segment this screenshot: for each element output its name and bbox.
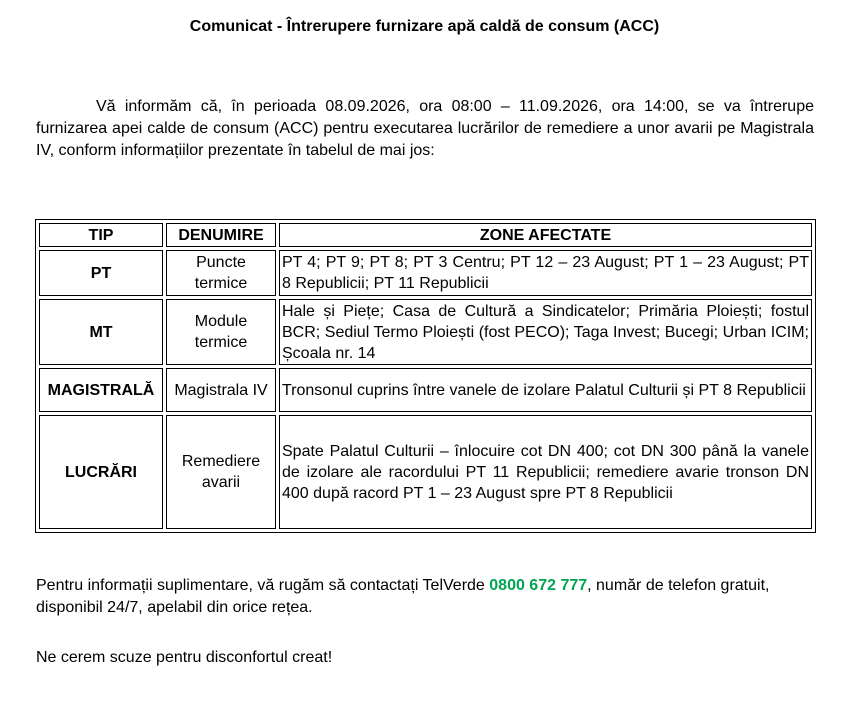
cell-zone: Hale și Piețe; Casa de Cultură a Sindicatelor; Primăria Ploiești; fostul BCR; Sediul Termo Ploiești (fost PECO); Taga Invest; Bucegi; Urban ICIM; Școala nr. 14 — [279, 299, 812, 365]
header-tip: TIP — [39, 223, 163, 247]
cell-zone: Tronsonul cuprins între vanele de izolare Palatul Culturii și PT 8 Republicii — [279, 368, 812, 412]
cell-denumire: Module termice — [166, 299, 276, 365]
cell-zone: PT 4; PT 9; PT 8; PT 3 Centru; PT 12 – 23 August; PT 1 – 23 August; PT 8 Republicii; PT 11 Republicii — [279, 250, 812, 296]
intro-paragraph — [36, 96, 814, 162]
cell-tip: MAGISTRALĂ — [39, 368, 163, 412]
telverde-phone-number[interactable]: 0800 672 777 — [489, 577, 588, 594]
apology-text: Ne cerem scuze pentru disconfortul creat! — [36, 649, 333, 666]
contact-text-before: Pentru informații suplimentare, vă rugăm să contactați TelVerde — [36, 577, 490, 594]
cell-tip: LUCRĂRI — [39, 415, 163, 529]
cell-tip: PT — [39, 250, 163, 296]
header-denumire: DENUMIRE — [166, 223, 276, 247]
table-row — [39, 299, 812, 365]
header-zone-afectate: ZONE AFECTATE — [279, 223, 812, 247]
cell-zone: Spate Palatul Culturii – înlocuire cot DN 400; cot DN 300 până la vanele de izolare ale racordului PT 11 Republicii; remediere avarie tronson DN 400 după racord PT 1 – 23 August spre PT 8 Republicii — [279, 415, 812, 529]
cell-tip: MT — [39, 299, 163, 365]
contact-paragraph — [36, 575, 816, 619]
document-title: Comunicat - Întrerupere furnizare apă caldă de consum (ACC) — [189, 18, 660, 35]
cell-denumire: Puncte termice — [166, 250, 276, 296]
table-row — [39, 368, 812, 412]
contact-text-after: , număr de telefon gratuit, disponibil 24/7, apelabil din orice rețea. — [36, 577, 770, 616]
table-header-row — [39, 223, 812, 247]
table-row — [39, 250, 812, 296]
outage-table-wrapper — [35, 219, 816, 533]
outage-table — [35, 219, 816, 533]
table-row — [39, 415, 812, 529]
cell-denumire: Remediere avarii — [166, 415, 276, 529]
intro-text: Vă informăm că, în perioada 08.09.2026, ora 08:00 – 11.09.2026, ora 14:00, se va întrerupe furnizarea apei calde de consum (ACC) pentru executarea lucrărilor de remediere a unor avarii pe Magistrala IV, conform informațiilor prezentate în tabelul de mai jos: — [36, 98, 814, 159]
cell-denumire: Magistrala IV — [166, 368, 276, 412]
